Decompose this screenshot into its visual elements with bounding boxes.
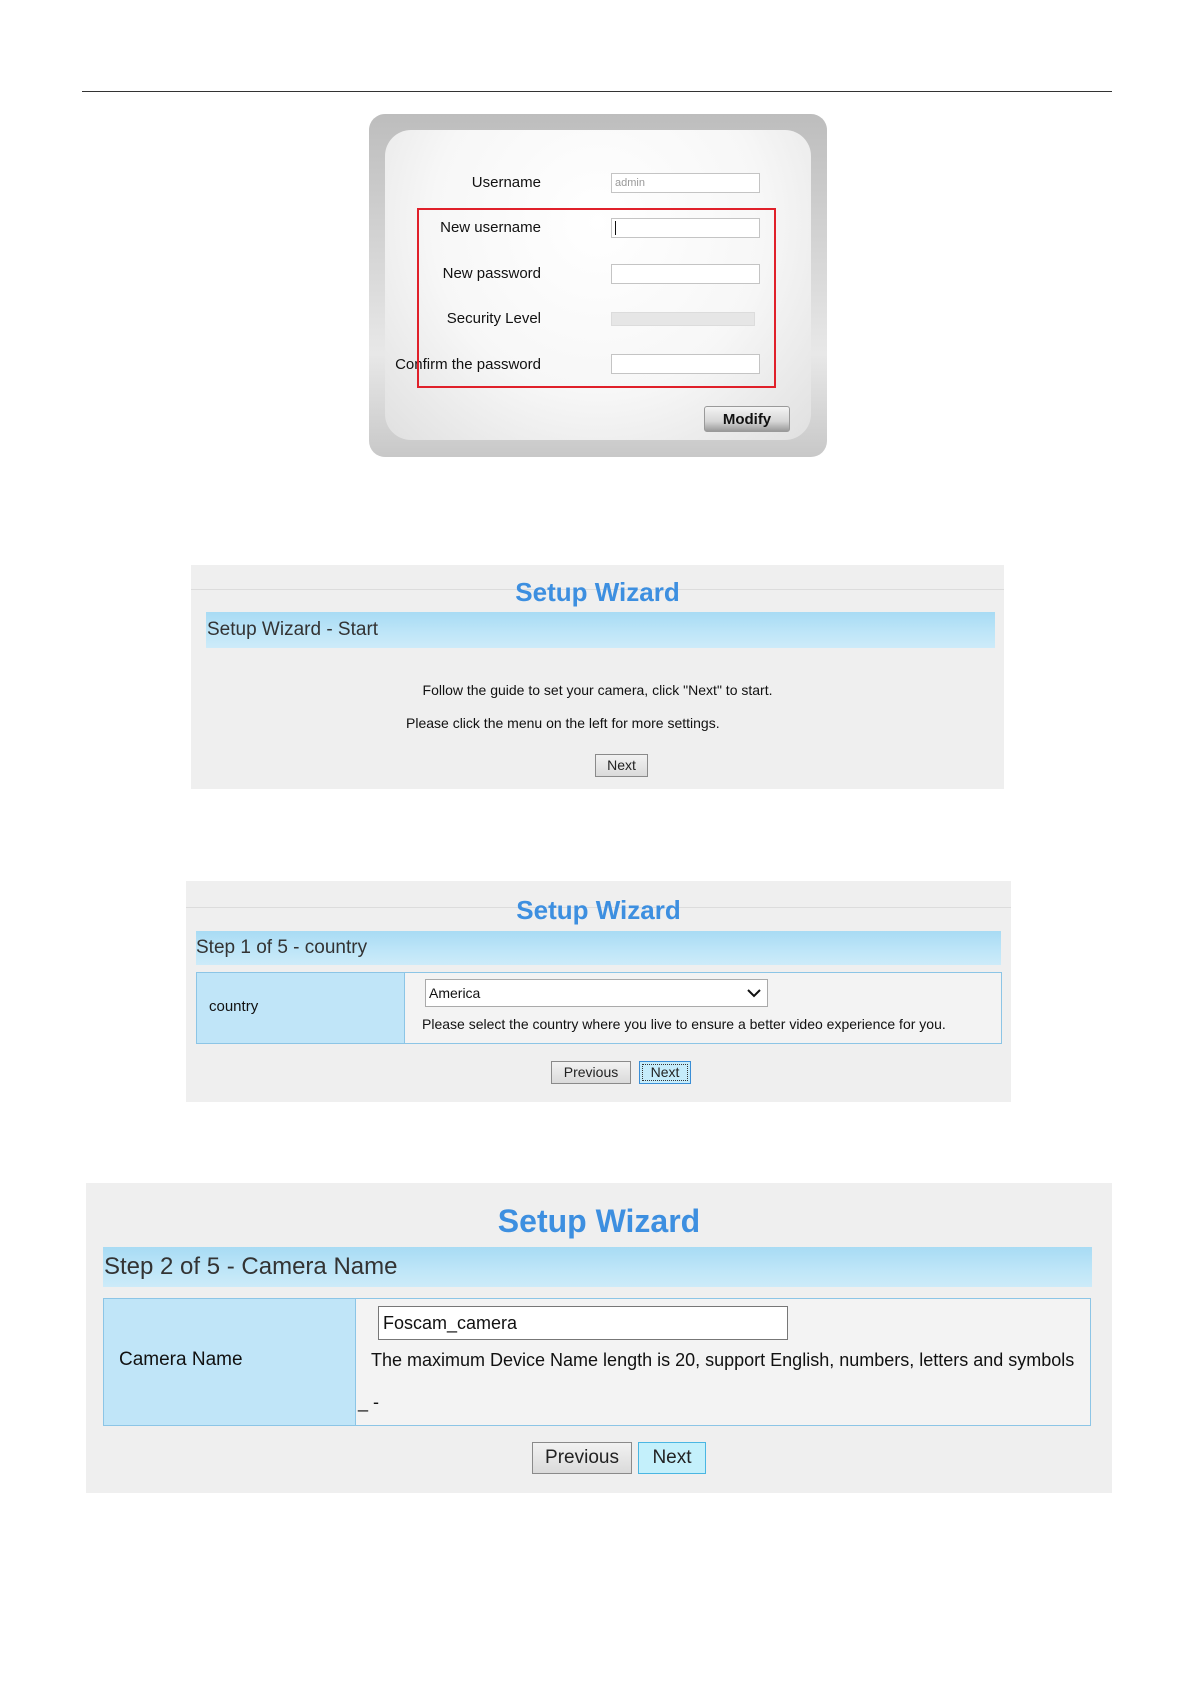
page-top-rule [82, 91, 1112, 92]
section-header: Step 2 of 5 - Camera Name [103, 1247, 1092, 1287]
country-label-cell [197, 973, 405, 1043]
camera-name-row [103, 1298, 1091, 1426]
setup-wizard-start-panel [191, 565, 1004, 789]
security-level-label: Security Level [446, 310, 541, 327]
wizard-title: Setup Wizard [497, 1203, 701, 1239]
camera-name-label-cell [104, 1299, 356, 1425]
username-label: Username [471, 174, 541, 191]
next-button[interactable]: Next [639, 1061, 691, 1084]
username-field[interactable]: admin [611, 173, 760, 193]
section-header: Setup Wizard - Start [206, 612, 995, 648]
camera-name-label: Camera Name [119, 1349, 243, 1370]
country-label: country [209, 998, 259, 1015]
next-button[interactable]: Next [638, 1442, 706, 1474]
new-username-label: New username [440, 219, 541, 236]
next-button[interactable]: Next [595, 754, 648, 777]
camera-name-hint-symbols: _ - [358, 1392, 380, 1412]
intro-line-1: Follow the guide to set your camera, click "Next" to start. [422, 682, 773, 698]
country-select[interactable] [425, 979, 768, 1007]
confirm-password-label: Confirm the password [395, 356, 541, 373]
modify-button[interactable]: Modify [704, 406, 790, 432]
setup-wizard-step1-panel [186, 881, 1011, 1102]
modify-account-form [385, 130, 811, 440]
wizard-title: Setup Wizard [516, 895, 681, 925]
section-header: Step 1 of 5 - country [196, 931, 1001, 965]
new-password-label: New password [442, 265, 541, 282]
wizard-title: Setup Wizard [515, 577, 680, 607]
modify-account-panel [369, 114, 827, 457]
previous-button[interactable]: Previous [532, 1442, 632, 1474]
camera-name-input[interactable]: Foscam_camera [378, 1306, 788, 1340]
camera-name-hint: The maximum Device Name length is 20, support English, numbers, letters and symbols [371, 1350, 1075, 1370]
setup-wizard-step2-panel [86, 1183, 1112, 1493]
chevron-down-icon [747, 989, 761, 998]
intro-line-2: Please click the menu on the left for more settings. [406, 715, 720, 731]
highlight-box [417, 208, 776, 388]
country-select-value: America [429, 985, 481, 1001]
country-row [196, 972, 1002, 1044]
country-hint: Please select the country where you live to ensure a better video experience for you. [422, 1016, 946, 1032]
previous-button[interactable]: Previous [551, 1061, 631, 1084]
